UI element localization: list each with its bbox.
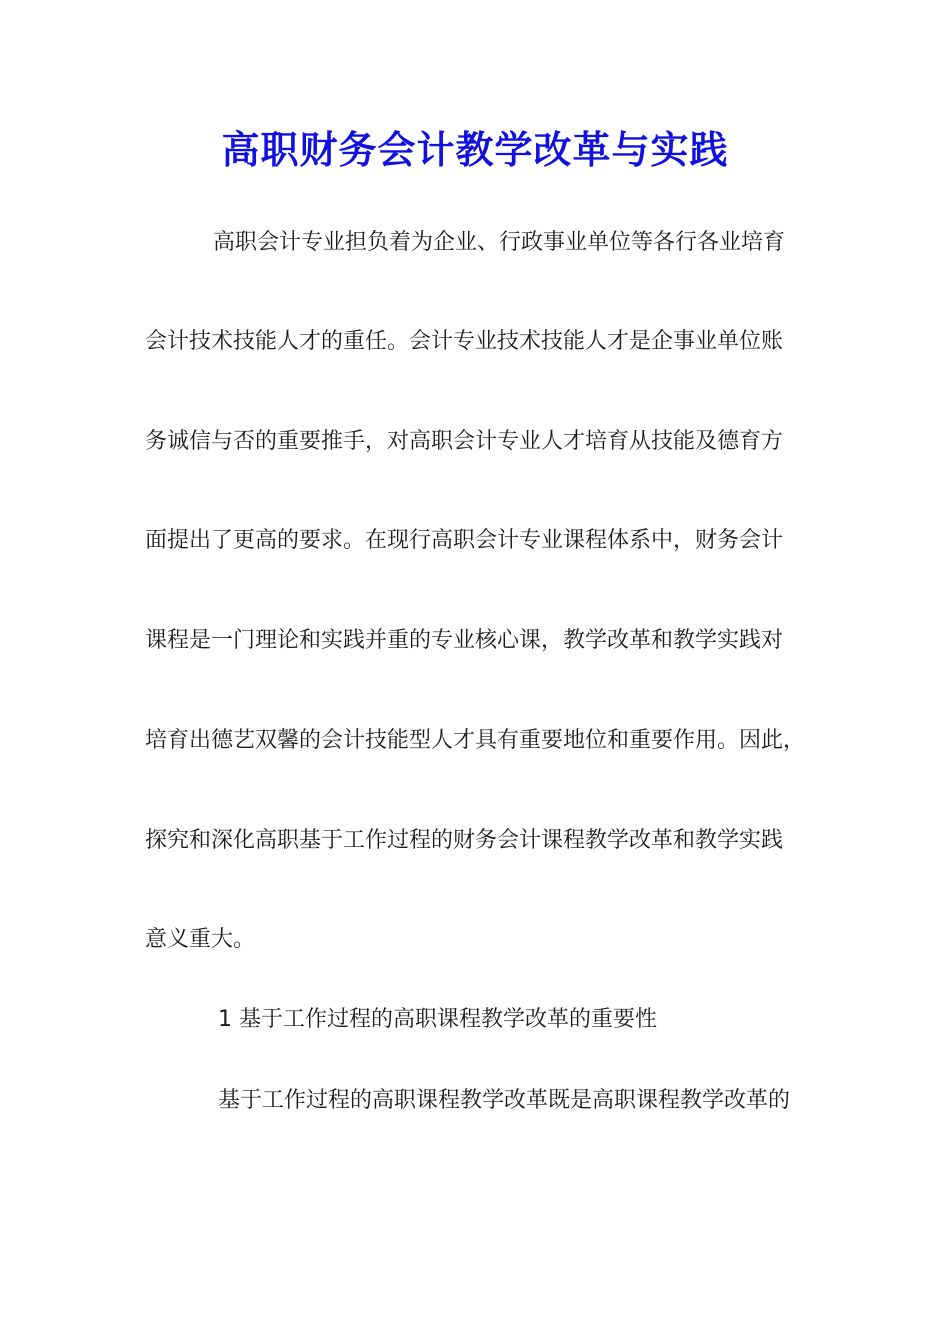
paragraph-line-1: 高职会计专业担负着为企业、行政事业单位等各行各业培育 [213, 230, 786, 255]
paragraph-line-3: 务诚信与否的重要推手，对高职会计专业人才培育从技能及德育方 [145, 429, 784, 454]
paragraph-line-6: 培育出德艺双馨的会计技能型人才具有重要地位和重要作用。因此， [145, 728, 806, 753]
paragraph-line-5: 课程是一门理论和实践并重的专业核心课，教学改革和教学实践对 [145, 628, 784, 653]
document-title: 高职财务会计教学改革与实践 [221, 127, 729, 172]
paragraph-line-7: 探究和深化高职基于工作过程的财务会计课程教学改革和教学实践 [145, 828, 784, 853]
section-heading: 1 基于工作过程的高职课程教学改革的重要性 [218, 1007, 657, 1032]
paragraph-line-4: 面提出了更高的要求。在现行高职会计专业课程体系中，财务会计 [145, 528, 784, 553]
section-paragraph-line-1: 基于工作过程的高职课程教学改革既是高职课程教学改革的 [218, 1088, 791, 1113]
paragraph-line-8: 意义重大。 [145, 927, 256, 952]
paragraph-line-2: 会计技术技能人才的重任。会计专业技术技能人才是企事业单位账 [145, 329, 784, 354]
